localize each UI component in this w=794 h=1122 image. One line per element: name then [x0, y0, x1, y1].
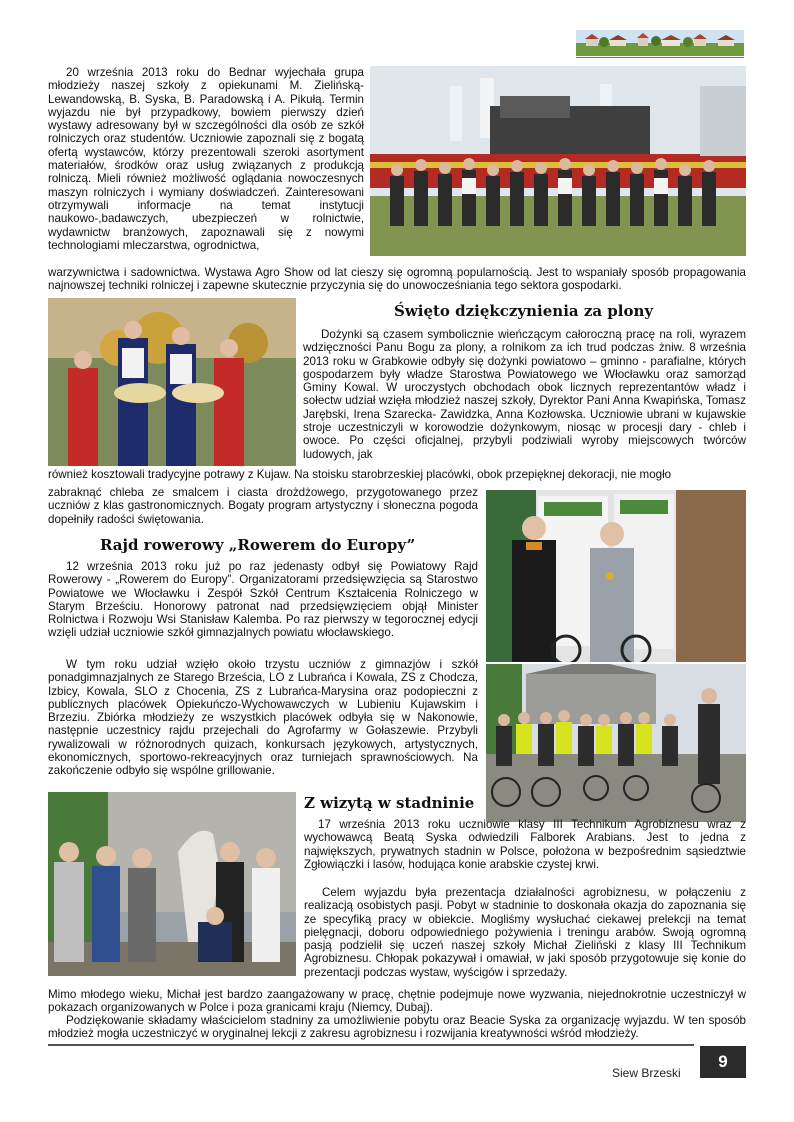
stadnina-paragraph-1: 17 września 2013 roku uczniowie klasy III Technikum Agrobiznesu wraz z wychowawcą Beatą Syska odwiedzili Falborek Arabians. Jest to jedna z największych, prywatnych stadnin w Polsce, położona w bezpośrednim sąsiedztwie Zgłowiączki i lasów, hodująca konie arabskie czystej krwi. — [304, 818, 746, 871]
dozynki-paragraph-2: również kosztowali tradycyjne potrawy z Kujaw. Na stoisku starobrzeskiej placówki, obok przepięknej dekoracji, nie mogło — [48, 468, 672, 481]
header-rule — [576, 57, 744, 58]
header-banner-image — [576, 30, 744, 56]
dozynki-heading: Święto dziękczynienia za plony — [394, 302, 654, 320]
stadnina-paragraph-2: Celem wyjazdu była prezentacja działalności agrobiznesu, w połączeniu z realizacją osobistych pasji. Pobyt w stadninie to doskonała okazja do zapoznania się ze specyfiką pracy w obiekcie. Mogliśmy wysłuchać ciekawej prelekcji na temat pielęgnacji, doboru odpowiedniego pożywienia i treningu arabów. Swoją ogromną pasją podzielił się uczeń naszej szkoły Michał Zieliński z klasy III Technikum Agrobiznesu. Chłopak pokazywał i omawiał, w jaki sposób przygotowuje się konie do prezentacji podczas wystaw, wyścigów i sprzedaży. — [304, 886, 746, 979]
harvest-festival-photo — [48, 298, 296, 466]
dozynki-paragraph-3: zabraknąć chleba ze smalcem i ciasta drożdżowego, przygotowanego przez uczniów z klas gastronomicznych. Bogaty program artystyczny i słoneczna pogoda dopełniły radości świętowania. — [48, 486, 478, 526]
page-number: 9 — [718, 1052, 728, 1071]
stadnina-paragraph-3: Mimo młodego wieku, Michał jest bardzo zaangażowany w pracę, chętnie podejmuje nowe wyzwania, niejednokrotnie uczestniczył w pokazach organizowanych w Polce i poza granicami kraju (Niemcy, Dubaj). — [48, 988, 746, 1015]
stadnina-heading: Z wizytą w stadninie — [304, 794, 475, 812]
footer-publication-name: Siew Brzeski — [612, 1066, 681, 1080]
stadnina-paragraph-4: Podziękowanie składamy właścicielom stadniny za umożliwienie pobytu oraz Beacie Syska za organizację wyjazdu. W ten sposób młodzież mogła uczestniczyć w oryginalnej lekcji z zakresu agrobiznesu i rozwijania kreatywności wśród młodzieży. — [48, 1014, 746, 1041]
stable-visit-group-photo — [48, 792, 296, 976]
agro-show-group-photo — [370, 66, 746, 256]
bike-rally-medal-photo — [486, 490, 746, 662]
rajd-heading: Rajd rowerowy „Rowerem do Europy” — [100, 536, 416, 554]
footer-rule — [48, 1044, 694, 1046]
agro-show-paragraph-wrapped: 20 września 2013 roku do Bednar wyjechała grupa młodzieży naszej szkoły z opiekunami M. Zielińską-Lewandowską, B. Syska, B. Paradowską i A. Pikułą. Termin wyjazdu nie był przypadkowy, bowiem pierwszy dzień wystawy adresowany był w szczególności dla osób ze szkół rolniczych oraz studentów. Uczniowie zapoznali się z bogatą ofertą wystawców, którzy prezentowali szeroki asortyment materiałów, środków oraz usług związanych z produkcją rolniczą. Mieli również możliwość oglądania nowoczesnych maszyn rolniczych i wymiany doświadczeń. Zainteresowani otrzymywali informacje na temat instytucji naukowo-,badawczych, ubezpieczeń w rolnictwie, wydawnictw branżowych, zapoznawali się z nowymi technologiami mleczarstwa, ogrodnictwa, — [48, 66, 364, 252]
bike-rally-cyclists-photo — [486, 664, 746, 822]
dozynki-paragraph-1: Dożynki są czasem symbolicznie wieńczącym całoroczną pracę na roli, wyrazem wdzięczności Panu Bogu za plony, a rolnikom za ich trud podczas żniw. 8 września 2013 roku w Grabkowie odbyły się dożynki powiatowo – gminno - parafialne, których gospodarzem były władze Starostwa Powiatowego we Włocławku oraz samorząd Gminy Kowal. W uroczystych obchodach obok licznych reprezentantów władz i sołectw udział wzięła młodzież naszej szkoły, Dyrektor Pani Anna Kwapińska, Tomasz Jarębski, Irena Szarecka- Zawidzka, Anna Kozłowska. Uczniowie ubrani w kujawskie stroje uczestniczyli w korowodzie dożynkowym, niosąc w procesji dary - chleb i owoce. Po części oficjalnej, przybyli podziwiali wyroby miejscowych twórców ludowych, jak — [303, 328, 746, 461]
agro-show-paragraph-full: warzywnictwa i sadownictwa. Wystawa Agro Show od lat cieszy się ogromną popularnością. Jest to wspaniały sposób propagowania najnowszej techniki rolniczej i zapewne skutecznie przyczynia się do unowocześniania tego sektora gospodarki. — [48, 266, 746, 293]
rajd-paragraph-1: 12 września 2013 roku już po raz jedenasty odbył się Powiatowy Rajd Rowerowy - „Rowerem do Europy”. Organizatorami przedsięwzięcia są Starostwo Powiatowe we Włocławku i Zespół Szkół Centrum Kształcenia Rolniczego w Starym Brześciu. Honorowy patronat nad przedsięwzięciem objął Minister Rolnictwa i Rozwoju Wsi Stanisław Kalemba. Po raz pierwszy w tegorocznej edycji wzięli udział uczniowie szkół gimnazjalnych powiatu włocławskiego. — [48, 560, 478, 640]
rajd-paragraph-2: W tym roku udział wzięło około trzystu uczniów z gimnazjów i szkół ponadgimnazjalnych ze Starego Brześcia, LO z Lubrańca i Kowala, ZS z Chodcza, Izbicy, Kowala, SLO z Chocenia, ZS z Lubrańca-Marysina oraz podopieczni z publicznych placówek Opiekuńczo-Wychowawczych w Lubieniu Kujawskim i Brzeziu. Zbiórka młodzieży ze wszystkich placówek odbyła się w Nakonowie, następnie uczestnicy rajdu przejechali do Agrofarmy w Gołaszewie. Przybyli rywalizowali w różnorodnych quizach, konkursach językowych, artystycznych, ekonomicznych, sportowo-rekreacyjnych oraz turniejach sprawnościowych. Na zakończenie odbyło się wspólne grillowanie. — [48, 658, 478, 778]
page-number-box — [700, 1046, 746, 1078]
